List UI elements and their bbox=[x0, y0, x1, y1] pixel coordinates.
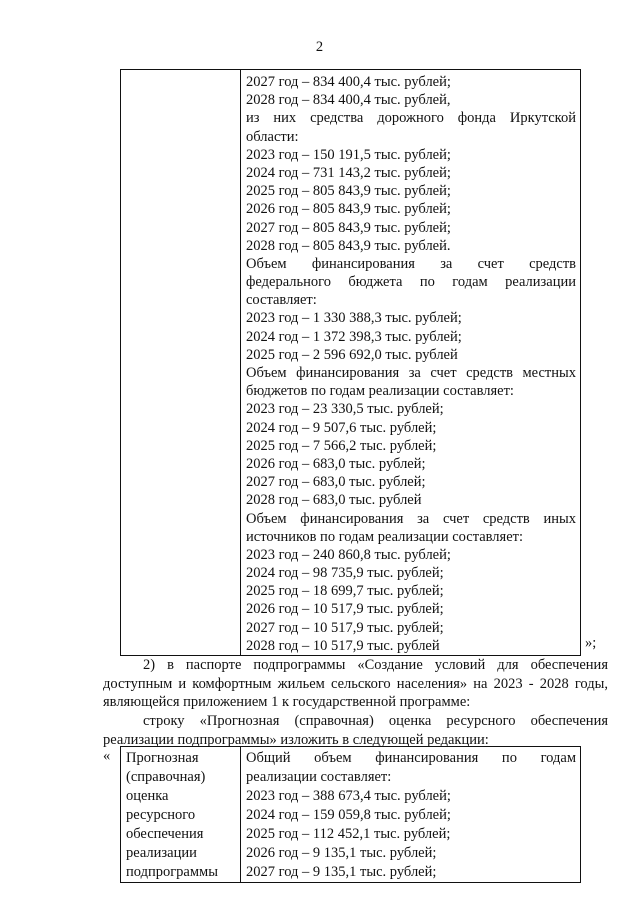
text-line: оценка bbox=[126, 788, 169, 804]
text-line: 2025 год – 7 566,2 тыс. рублей; bbox=[246, 437, 437, 454]
text-line: 2025 год – 2 596 692,0 тыс. рублей bbox=[246, 346, 458, 363]
text-line: Объем финансирования за счет средств иных bbox=[246, 510, 576, 527]
paragraph-subprogram-passport bbox=[103, 656, 608, 712]
text-line: 2024 год – 731 143,2 тыс. рублей; bbox=[246, 164, 451, 181]
text-line: 2023 год – 1 330 388,3 тыс. рублей; bbox=[246, 310, 462, 327]
text-line: являющейся приложением 1 к государственной программе: bbox=[103, 694, 471, 710]
text-line: 2025 год – 18 699,7 тыс. рублей; bbox=[246, 583, 444, 600]
text-line: 2024 год – 1 372 398,3 тыс. рублей; bbox=[246, 328, 462, 345]
opening-quote-mark: « bbox=[103, 748, 111, 764]
text-line: 2028 год – 10 517,9 тыс. рублей bbox=[246, 637, 440, 654]
text-line: федерального бюджета по годам реализации bbox=[246, 274, 576, 291]
text-line: 2026 год – 683,0 тыс. рублей; bbox=[246, 455, 426, 472]
table-left-cell-empty bbox=[121, 70, 241, 656]
text-line: 2026 год – 9 135,1 тыс. рублей; bbox=[246, 845, 437, 861]
text-line: доступным и комфортным жильем сельского населения» на 2023 - 2028 годы, bbox=[103, 675, 608, 692]
text-line: реализации bbox=[126, 845, 197, 861]
resource-support-table bbox=[120, 746, 581, 883]
text-line: (справочная) bbox=[126, 769, 206, 785]
text-line: строку «Прогнозная (справочная) оценка ресурсного обеспечения bbox=[143, 713, 608, 729]
text-line: 2023 год – 150 191,5 тыс. рублей; bbox=[246, 146, 451, 163]
text-line: подпрограммы bbox=[126, 864, 218, 880]
text-line: Прогнозная bbox=[126, 750, 199, 766]
paragraph-row-replacement bbox=[103, 712, 608, 749]
text-line: обеспечения bbox=[126, 826, 204, 842]
text-line: 2027 год – 683,0 тыс. рублей; bbox=[246, 474, 426, 491]
text-line: 2027 год – 10 517,9 тыс. рублей; bbox=[246, 619, 444, 636]
text-line: источников по годам реализации составляет: bbox=[246, 528, 524, 545]
text-line: 2028 год – 805 843,9 тыс. рублей. bbox=[246, 237, 451, 254]
text-line: 2023 год – 240 860,8 тыс. рублей; bbox=[246, 546, 451, 563]
text-line: 2024 год – 9 507,6 тыс. рублей; bbox=[246, 419, 437, 436]
text-line: 2023 год – 388 673,4 тыс. рублей; bbox=[246, 788, 451, 804]
text-line: 2025 год – 112 452,1 тыс. рублей; bbox=[246, 826, 451, 842]
text-line: 2023 год – 23 330,5 тыс. рублей; bbox=[246, 401, 444, 418]
table-row-label-cell bbox=[121, 747, 241, 883]
text-line: 2025 год – 805 843,9 тыс. рублей; bbox=[246, 183, 451, 200]
text-line: 2024 год – 98 735,9 тыс. рублей; bbox=[246, 565, 444, 582]
text-line: из них средства дорожного фонда Иркутской bbox=[246, 110, 576, 127]
text-line: бюджетов по годам реализации составляет: bbox=[246, 383, 514, 400]
text-line: 2024 год – 159 059,8 тыс. рублей; bbox=[246, 807, 451, 823]
funding-table-continued bbox=[120, 69, 581, 656]
text-line: 2026 год – 805 843,9 тыс. рублей; bbox=[246, 201, 451, 218]
text-line: 2) в паспорте подпрограммы «Создание условий для обеспечения bbox=[143, 657, 608, 673]
text-line: 2027 год – 9 135,1 тыс. рублей; bbox=[246, 864, 437, 880]
text-line: 2028 год – 683,0 тыс. рублей bbox=[246, 492, 422, 509]
text-line: Объем финансирования за счет средств bbox=[246, 255, 576, 272]
text-line: 2026 год – 10 517,9 тыс. рублей; bbox=[246, 601, 444, 618]
text-line: составляет: bbox=[246, 292, 317, 309]
text-line: ресурсного bbox=[126, 807, 196, 823]
text-line: 2027 год – 834 400,4 тыс. рублей; bbox=[246, 74, 451, 90]
page-number: 2 bbox=[315, 39, 324, 55]
text-line: 2028 год – 834 400,4 тыс. рублей, bbox=[246, 92, 451, 109]
text-line: Объем финансирования за счет средств местных bbox=[246, 365, 576, 381]
text-line: реализации составляет: bbox=[246, 769, 392, 785]
text-line: реализации подпрограммы» изложить в следующей редакции: bbox=[103, 731, 489, 748]
text-line: 2027 год – 805 843,9 тыс. рублей; bbox=[246, 219, 451, 236]
table-row-value-cell bbox=[241, 747, 581, 883]
text-line: Общий объем финансирования по годам bbox=[246, 750, 576, 766]
text-line: области: bbox=[246, 128, 299, 145]
closing-quote-mark: »; bbox=[585, 635, 597, 651]
table-right-cell bbox=[241, 70, 581, 656]
